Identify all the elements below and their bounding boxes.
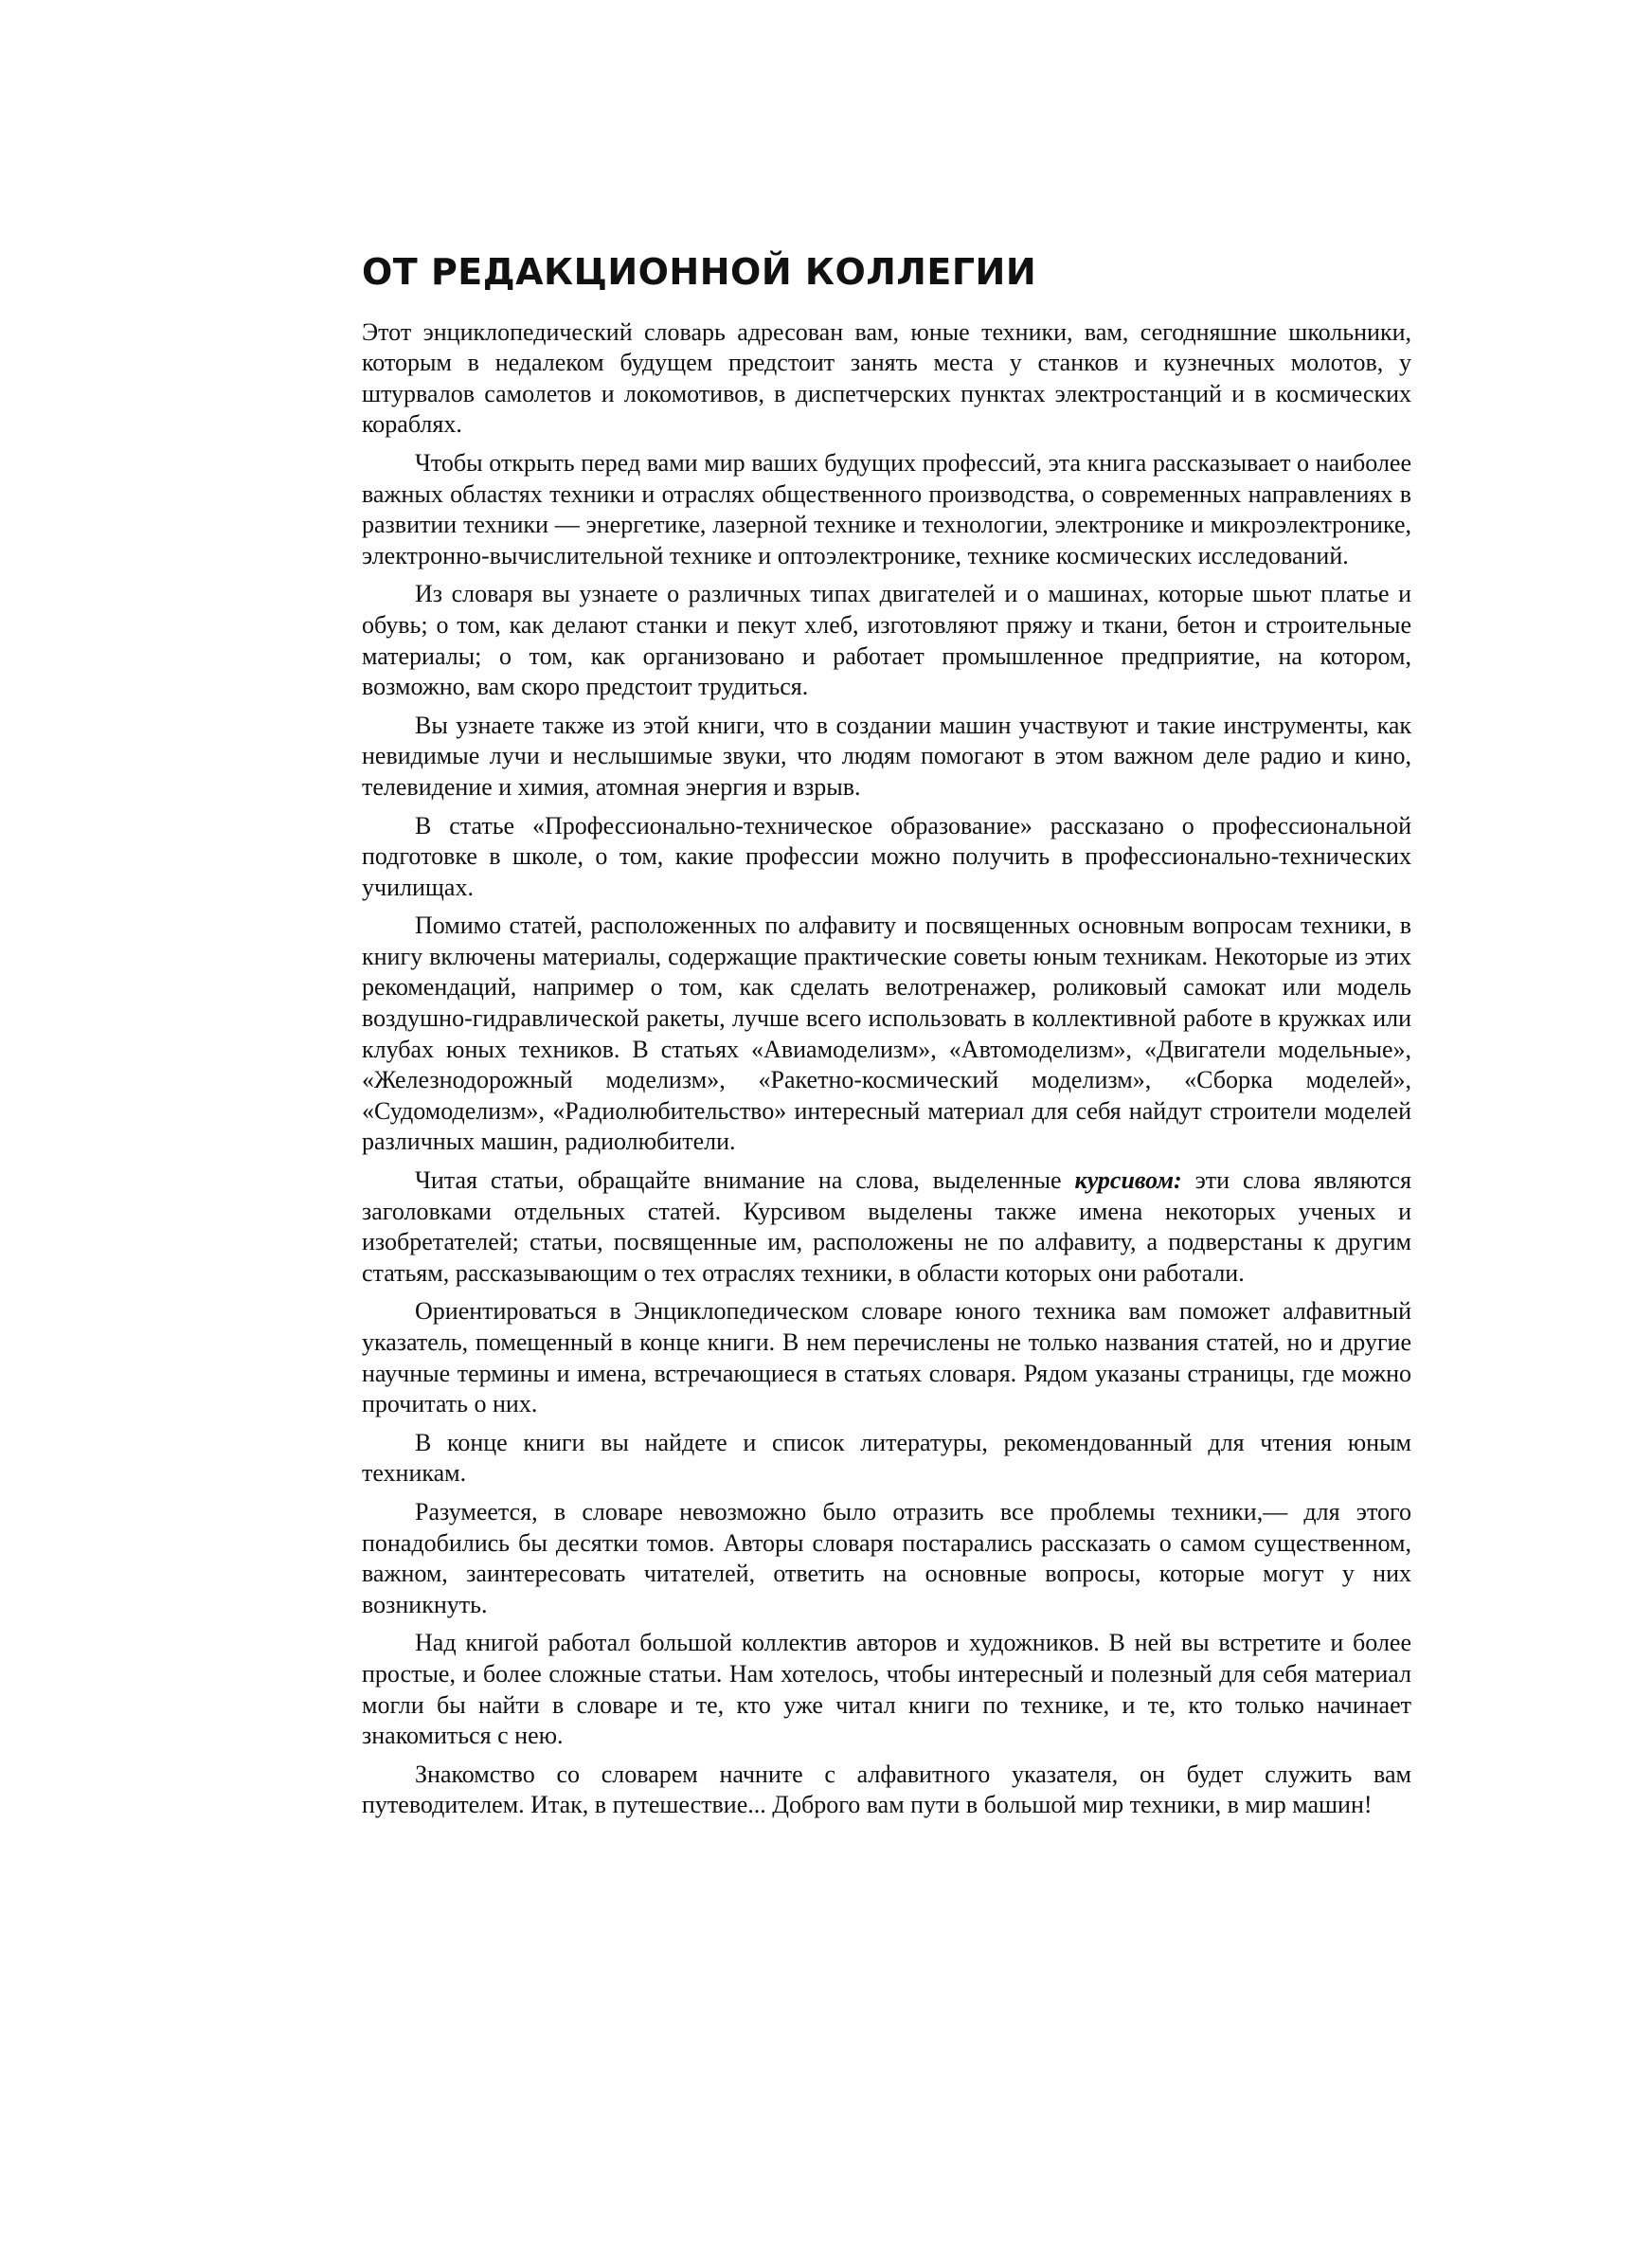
paragraph: Ориентироваться в Энциклопедическом словаре юного техника вам поможет алфавитный указатель, помещенный в конце книги. В нем перечислены не только названия статей, но и другие научные термины и имена, встречающиеся в статьях словаря. Рядом указаны страницы, где можно прочитать о них. xyxy=(362,1297,1411,1418)
paragraph: В статье «Профессионально-техническое образование» рассказано о профессиональной подготовке в школе, о том, какие профессии можно получить в профессионально-технических училищах. xyxy=(362,811,1411,901)
paragraph-text: Читая статьи, обращайте внимание на слова, выделенные xyxy=(415,1166,1075,1195)
paragraph-text: эти слова являются заголовками отдельных статей. Курсивом выделены также имена некоторых ученых и изобретателей; статьи, посвященные им, расположены не по алфавиту, а подверстаны к другим статьям, рассказывающим о тех отраслях техники, в области которых они работали. xyxy=(362,1166,1411,1287)
paragraph xyxy=(362,1165,1411,1289)
page xyxy=(362,251,1411,1829)
paragraph: В конце книги вы найдете и список литературы, рекомендованный для чтения юным техникам. xyxy=(362,1428,1411,1488)
paragraph: Из словаря вы узнаете о различных типах двигателей и о машинах, которые шьют платье и обувь; о том, как делают станки и пекут хлеб, изготовляют пряжу и ткани, бетон и строительные материалы; о том, как организовано и работает промышленное предприятие, на котором, возможно, вам скоро предстоит трудиться. xyxy=(362,580,1411,701)
paragraph: Помимо статей, расположенных по алфавиту и посвященных основным вопросам техники, в книгу включены материалы, содержащие практические советы юным техникам. Некоторые из этих рекомендаций, например о том, как сделать велотренажер, роликовый самокат или модель воздушно-гидравлической ракеты, лучше всего использовать в коллективной работе в кружках или клубах юных техников. В статьях «Авиамоделизм», «Автомоделизм», «Двигатели модельные», «Железнодорожный моделизм», «Ракетно-космический моделизм», «Сборка моделей», «Судомоделизм», «Радиолюбительство» интересный материал для себя найдут строители моделей различных машин, радиолюбители. xyxy=(362,912,1411,1156)
paragraph: Разумеется, в словаре невозможно было отразить все проблемы техники,— для этого понадобились бы десятки томов. Авторы словаря постарались рассказать о самом существенном, важном, заинтересовать читателей, ответить на основные вопросы, которые могут у них возникнуть. xyxy=(362,1497,1411,1618)
paragraph: Над книгой работал большой коллектив авторов и художников. В ней вы встретите и более простые, и более сложные статьи. Нам хотелось, чтобы интересный и полезный для себя материал могли бы найти в словаре и те, кто уже читал книги по технике, и те, кто только начинает знакомиться с нею. xyxy=(362,1629,1411,1750)
paragraph: Знакомство со словарем начните с алфавитного указателя, он будет служить вам путеводителем. Итак, в путешествие... Доброго вам пути в большой мир техники, в мир машин! xyxy=(362,1760,1411,1819)
italic-emphasis: курсивом: xyxy=(1074,1166,1182,1195)
paragraph: Этот энциклопедический словарь адресован вам, юные техники, вам, сегодняшние школьники, которым в недалеком будущем предстоит занять места у станков и кузнечных молотов, у штурвалов самолетов и локомотивов, в диспетчерских пунктах электростанций и в космических кораблях. xyxy=(362,317,1411,439)
paragraph: Вы узнаете также из этой книги, что в создании машин участвуют и такие инструменты, как невидимые лучи и неслышимые звуки, что людям помогают в этом важном деле радио и кино, телевидение и химия, атомная энергия и взрыв. xyxy=(362,711,1411,801)
page-title: ОТ РЕДАКЦИОННОЙ КОЛЛЕГИИ xyxy=(362,251,1037,293)
paragraph: Чтобы открыть перед вами мир ваших будущих профессий, эта книга рассказывает о наиболее важных областях техники и отраслях общественного производства, о современных направлениях в развитии техники — энергетике, лазерной технике и технологии, электронике и микроэлектронике, электронно-вычислительной технике и оптоэлектронике, технике космических исследований. xyxy=(362,448,1411,569)
